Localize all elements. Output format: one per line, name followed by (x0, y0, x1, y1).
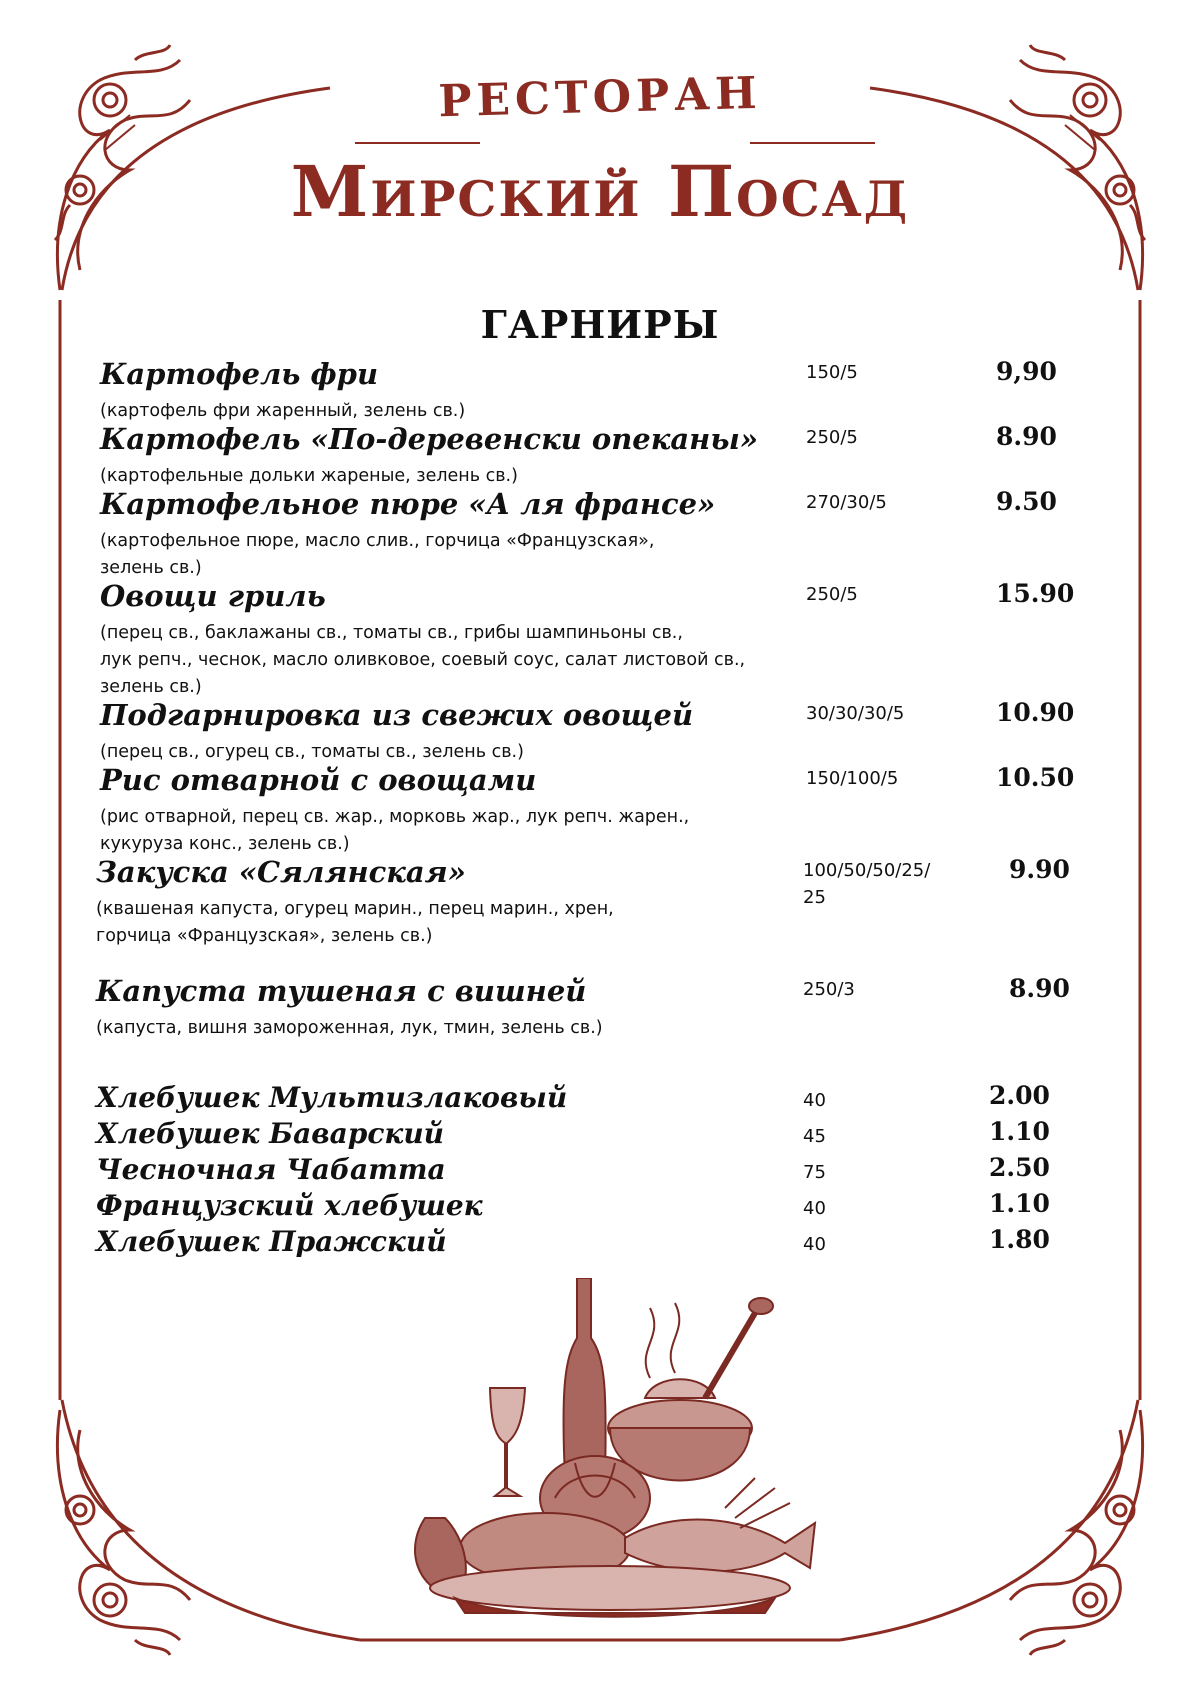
item-name: Овощи гриль (100, 579, 326, 613)
still-life-food-icon (395, 1278, 835, 1618)
item-price: 10.90 (996, 698, 1075, 727)
item-portion: 75 (803, 1162, 826, 1183)
item-name: Рис отварной с овощами (100, 763, 537, 797)
item-price: 10.50 (996, 763, 1075, 792)
item-description: (рис отварной, перец св. жар., морковь жар., лук репч. жарен., кукуруза конс., зелень св.) (100, 807, 690, 854)
item-name: Подгарнировка из свежих овощей (100, 698, 694, 732)
restaurant-name: Мирский Посад (290, 150, 910, 233)
item-name: Хлебушек Баварский (96, 1117, 445, 1150)
item-description: (картофель фри жаренный, зелень св.) (100, 401, 466, 421)
item-portion: 250/3 (803, 979, 855, 1000)
brand-rule-left (355, 142, 480, 144)
item-name: Закуска «Сялянская» (96, 855, 466, 889)
item-price: 8.90 (1009, 974, 1070, 1003)
item-portion: 270/30/5 (806, 492, 887, 513)
item-price: 9,90 (996, 357, 1057, 386)
item-price: 2.00 (989, 1081, 1050, 1110)
ornate-corner-bottom-left-icon (40, 1390, 210, 1660)
item-portion: 45 (803, 1126, 826, 1147)
item-price: 9.90 (1009, 855, 1070, 884)
item-portion: 250/5 (806, 427, 858, 448)
brand-top-label: РЕСТОРАН (437, 67, 763, 128)
item-description: (квашеная капуста, огурец марин., перец марин., хрен, горчица «Французская», зелень св.) (96, 899, 614, 946)
item-portion: 150/100/5 (806, 768, 899, 789)
item-price: 15.90 (996, 579, 1075, 608)
item-description: (картофельное пюре, масло слив., горчица «Французская», зелень св.) (100, 531, 655, 578)
item-portion: 40 (803, 1090, 826, 1111)
item-price: 9.50 (996, 487, 1057, 516)
item-description: (капуста, вишня замороженная, лук, тмин, зелень св.) (96, 1018, 603, 1038)
item-description: (перец св., баклажаны св., томаты св., грибы шампиньоны св., лук репч., чеснок, масло оливковое, соевый соус, салат листовой св., зелень св.) (100, 623, 746, 697)
item-name: Картофельное пюре «А ля франсе» (100, 487, 716, 521)
item-price: 8.90 (996, 422, 1057, 451)
brand-rule-right (750, 142, 875, 144)
item-description: (перец св., огурец св., томаты св., зелень св.) (100, 742, 524, 762)
item-portion: 250/5 (806, 584, 858, 605)
item-name: Французский хлебушек (96, 1189, 483, 1222)
item-price: 2.50 (989, 1153, 1050, 1182)
item-price: 1.80 (989, 1225, 1050, 1254)
item-portion: 30/30/30/5 (806, 703, 905, 724)
item-description: (картофельные дольки жареные, зелень св.) (100, 466, 518, 486)
item-portion: 100/50/50/25/ 25 (803, 860, 931, 908)
ornate-corner-bottom-right-icon (990, 1390, 1160, 1660)
item-name: Хлебушек Пражский (96, 1225, 447, 1258)
item-name: Картофель «По-деревенски опеканы» (100, 422, 758, 456)
item-name: Чесночная Чабатта (96, 1153, 446, 1186)
item-price: 1.10 (989, 1189, 1050, 1218)
item-name: Картофель фри (100, 357, 379, 391)
section-title: ГАРНИРЫ (480, 302, 720, 347)
item-portion: 150/5 (806, 362, 858, 383)
item-name: Хлебушек Мультизлаковый (96, 1081, 568, 1114)
item-portion: 40 (803, 1198, 826, 1219)
item-portion: 40 (803, 1234, 826, 1255)
item-price: 1.10 (989, 1117, 1050, 1146)
item-name: Капуста тушеная с вишней (96, 974, 587, 1008)
